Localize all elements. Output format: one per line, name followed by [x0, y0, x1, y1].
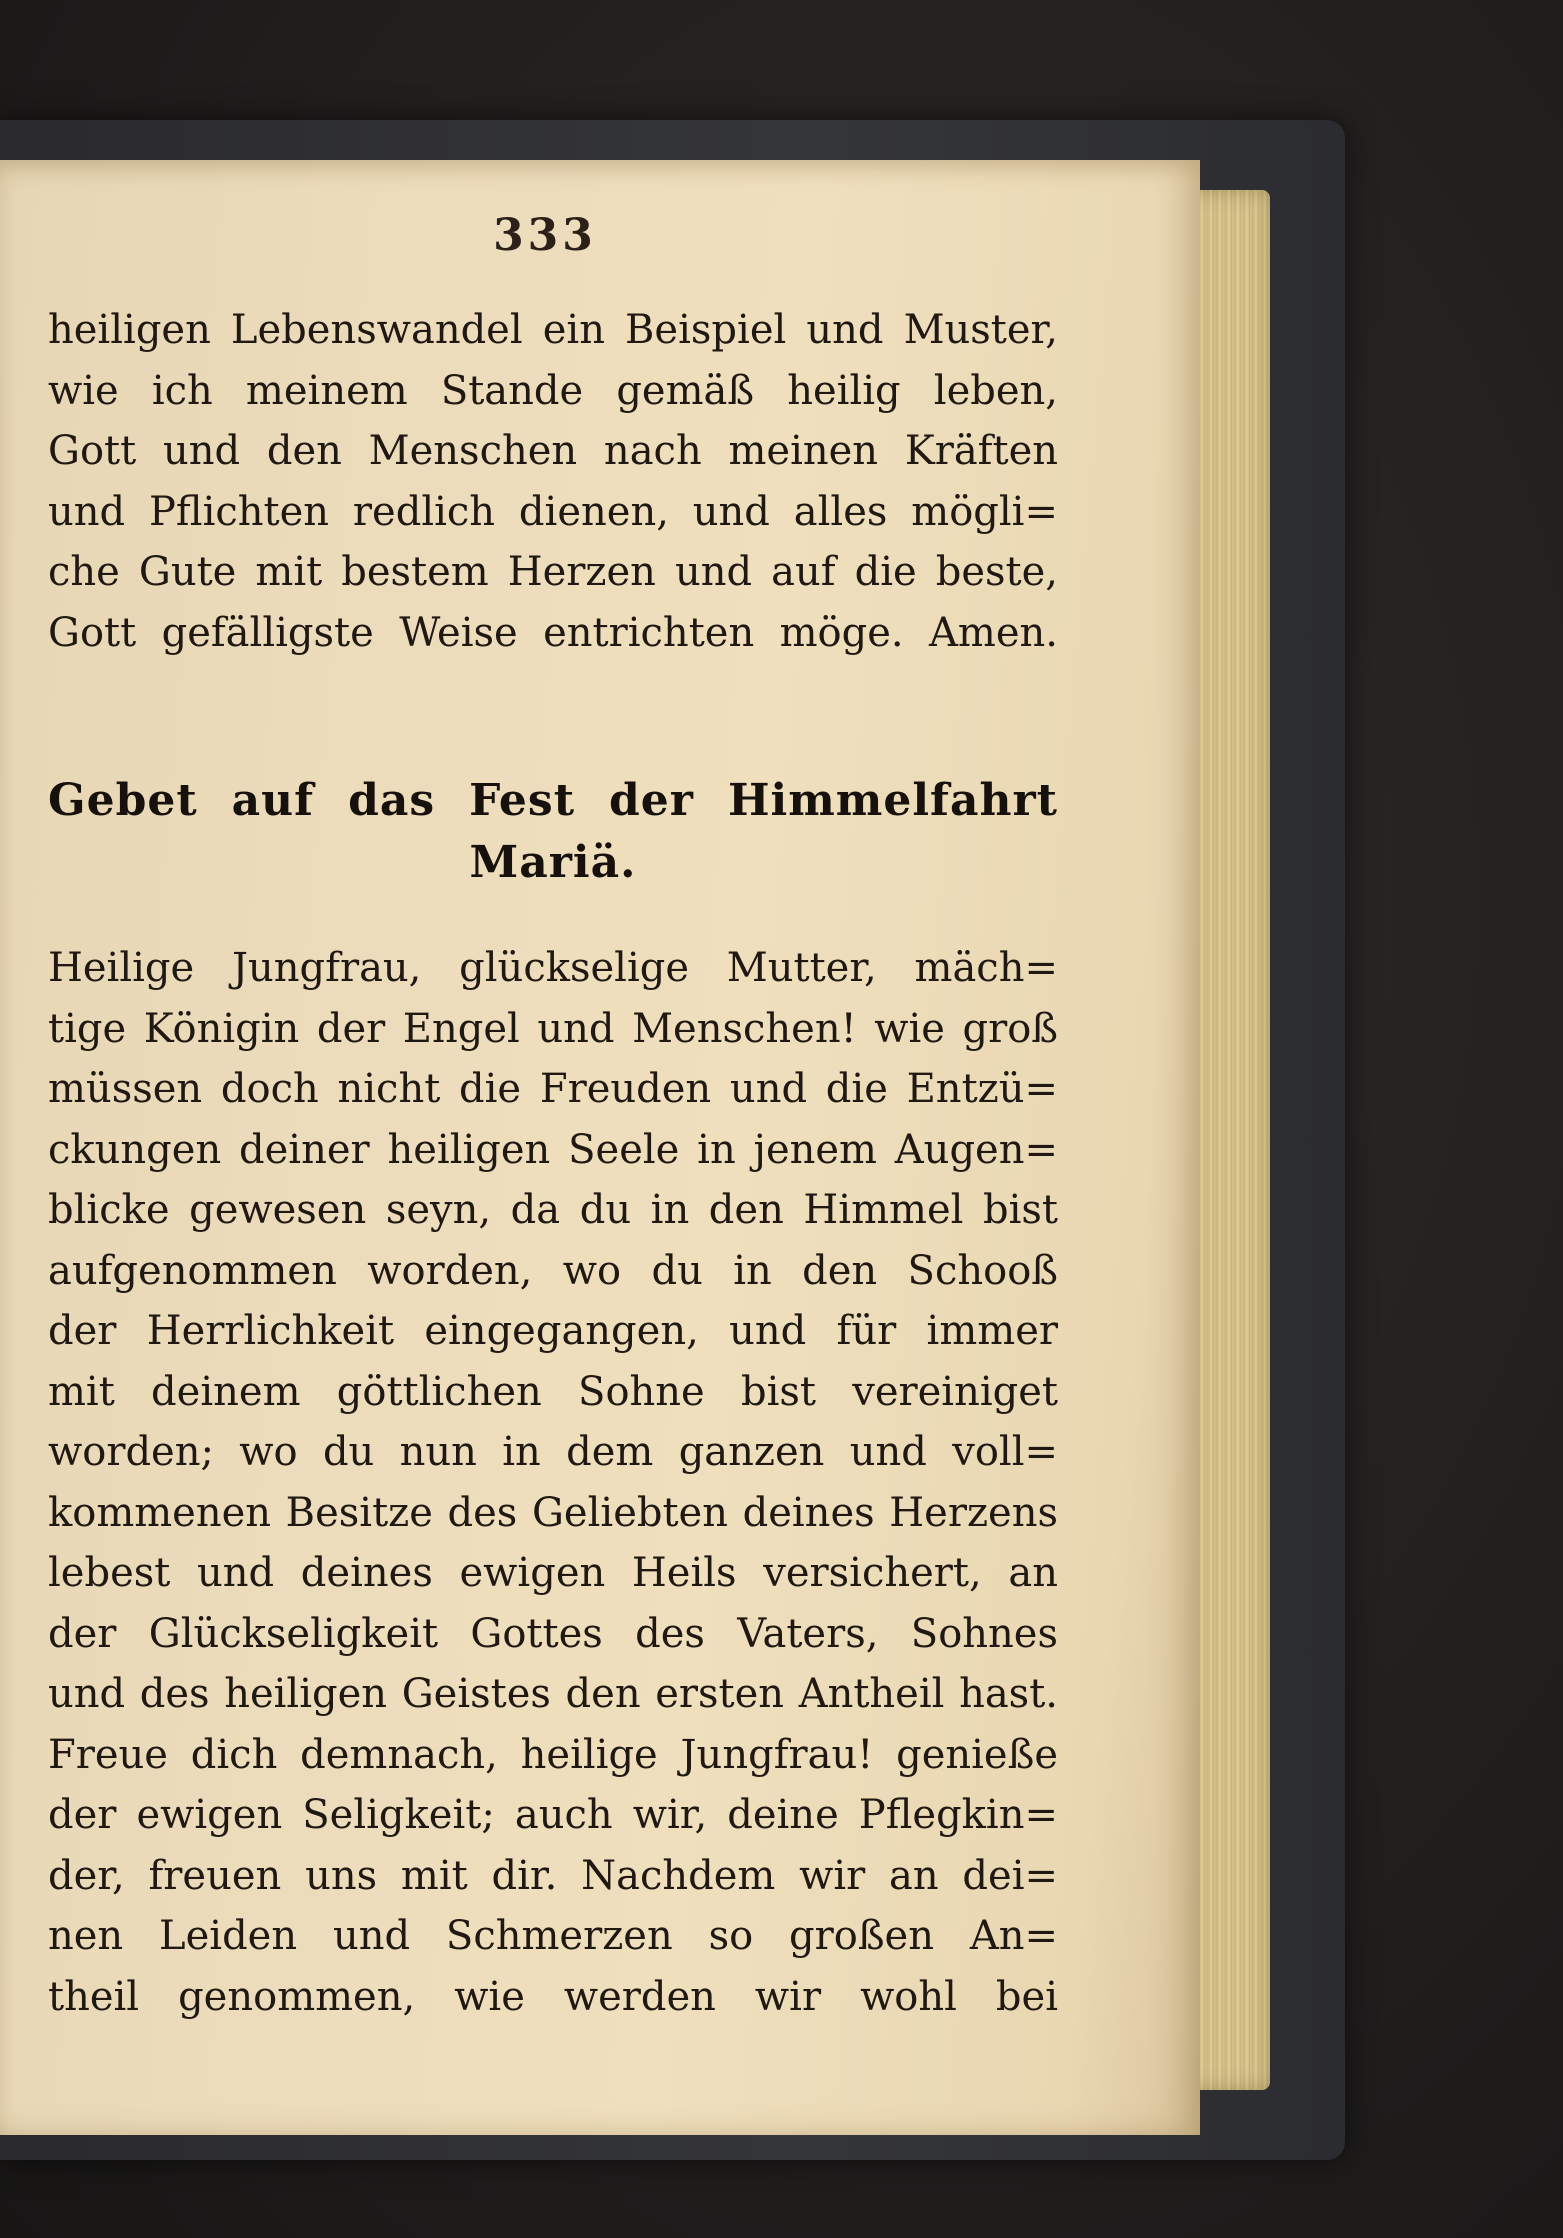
text-line: der Herrlichkeit eingegangen, und für immer — [48, 1308, 1058, 1354]
paragraph-prayer-text — [48, 938, 1058, 2027]
text-line: Gott und den Menschen nach meinen Kräften — [48, 428, 1058, 474]
text-line: che Gute mit bestem Herzen und auf die beste, — [48, 549, 1058, 595]
text-line: der, freuen uns mit dir. Nachdem wir an dei= — [48, 1852, 1058, 1899]
text-line: nen Leiden und Schmerzen so großen An= — [48, 1913, 1058, 1959]
heading-line: Mariä. — [469, 837, 637, 888]
text-line: Heilige Jungfrau, glückselige Mutter, mäch= — [48, 945, 1058, 991]
text-line: und Pflichten redlich dienen, und alles mögli= — [48, 488, 1058, 535]
section-heading — [48, 770, 1058, 894]
text-line: und des heiligen Geistes den ersten Antheil hast. — [48, 1671, 1058, 1717]
text-line: kommenen Besitze des Geliebten deines Herzens — [48, 1489, 1058, 1536]
text-line: lebest und deines ewigen Heils versichert, an — [48, 1550, 1058, 1596]
text-line: müssen doch nicht die Freuden und die Entzü= — [48, 1066, 1058, 1112]
text-line: mit deinem göttlichen Sohne bist vereiniget — [48, 1368, 1058, 1415]
heading-line: Gebet auf das Fest der Himmelfahrt — [48, 775, 1058, 826]
text-line: heiligen Lebenswandel ein Beispiel und Muster, — [48, 307, 1058, 353]
text-line: worden; wo du nun in dem ganzen und voll= — [48, 1429, 1058, 1475]
text-line: Freue dich demnach, heilige Jungfrau! genieße — [48, 1731, 1058, 1778]
text-line: theil genommen, wie werden wir wohl bei — [48, 1973, 1058, 2020]
paragraph-closing-prayer — [48, 300, 1058, 663]
text-line: der Glückseligkeit Gottes des Vaters, Sohnes — [48, 1610, 1058, 1657]
page-number: 333 — [493, 210, 597, 261]
text-line: ckungen deiner heiligen Seele in jenem Augen= — [48, 1126, 1058, 1173]
text-line: wie ich meinem Stande gemäß heilig leben, — [48, 367, 1058, 414]
text-line: blicke gewesen seyn, da du in den Himmel bist — [48, 1187, 1058, 1233]
text-line: der ewigen Seligkeit; auch wir, deine Pflegkin= — [48, 1792, 1058, 1838]
text-line: tige Königin der Engel und Menschen! wie groß — [48, 1005, 1058, 1052]
text-line: aufgenommen worden, wo du in den Schooß — [48, 1247, 1058, 1294]
text-line: Gott gefälligste Weise entrichten möge. Amen. — [48, 609, 1058, 656]
